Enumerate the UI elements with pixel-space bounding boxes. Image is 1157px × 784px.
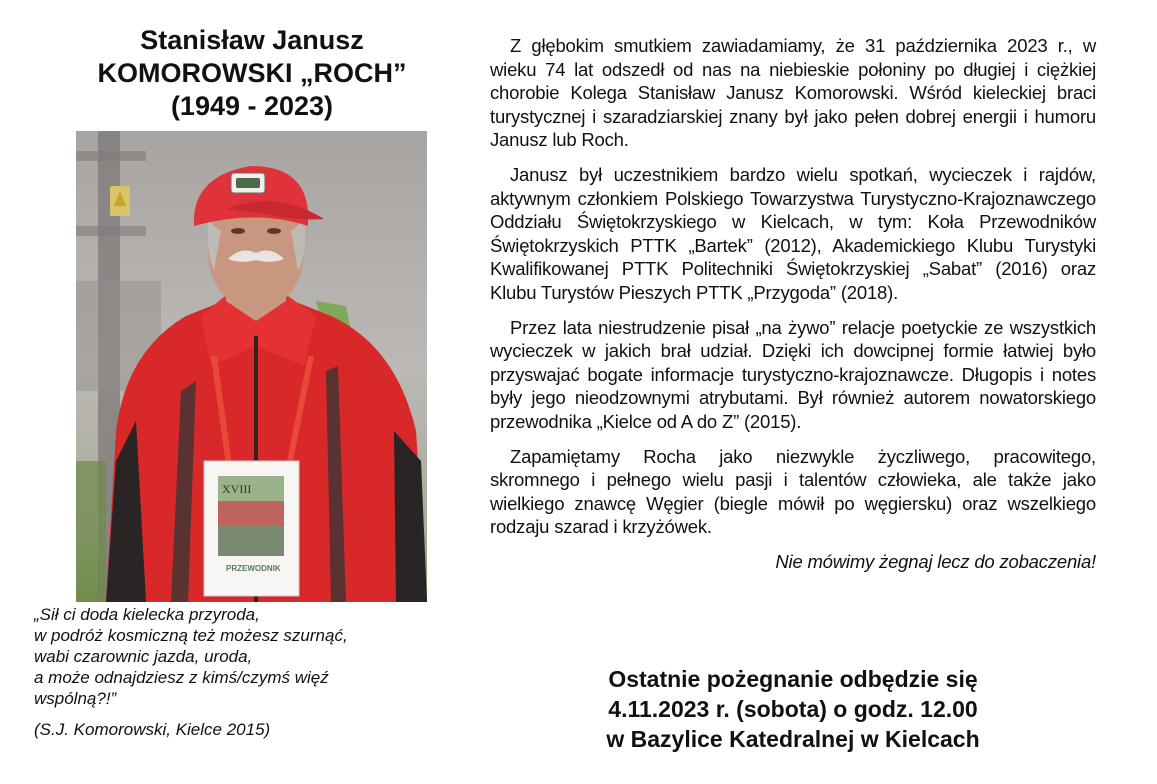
funeral-announcement bbox=[520, 664, 1066, 754]
article-paragraph: Zapamiętamy Rocha jako niezwykle życzliwego, pracowitego, skromnego i pełnego wielu pasji i talentów człowieka, ale także jako wielkiego znawcę Węgier (biegle mówił po węgiersku) oraz wszelkiego rodzaju szarad i krzyżówek. bbox=[490, 445, 1096, 538]
poem-line: wspólną?!” bbox=[34, 689, 117, 708]
poem-line: „Sił ci doda kielecka przyroda, bbox=[34, 605, 260, 624]
article-paragraph: Janusz był uczestnikiem bardzo wielu spotkań, wycieczek i rajdów, aktywnym członkiem Polskiego Towarzystwa Turystyczno-Krajoznawczego Oddziału Świętokrzyskiego w Kielcach, w tym: Koła Przewodników Świętokrzyskich PTTK „Bartek” (2012), Akademickiego Klubu Turystyki Kwalifikowanej PTTK Politechniki Świętokrzyskiej „Sabat” (2016) oraz Klubu Turystów Pieszych PTTK „Przygoda” (2018). bbox=[490, 163, 1096, 303]
svg-text:PRZEWODNIK: PRZEWODNIK bbox=[226, 564, 281, 573]
poem-line: w podróż kosmiczną też możesz szurnąć, bbox=[34, 626, 348, 645]
life-years: (1949 - 2023) bbox=[170, 91, 334, 121]
svg-text:XVIII: XVIII bbox=[222, 482, 252, 496]
poem-signature: (S.J. Komorowski, Kielce 2015) bbox=[34, 720, 271, 739]
article-paragraph: Przez lata niestrudzenie pisał „na żywo” relacje poetyckie ze wszystkich wycieczek w jakich brał udział. Dzięki ich dowcipnej formie łatwiej było przyswajać bogate informacje turystyczno-krajoznawcze. Długopis i notes były jego nieodzownymi atrybutami. Był również autorem nowatorskiego przewodnika „Kielce od A do Z” (2015). bbox=[490, 316, 1096, 432]
portrait-illustration bbox=[76, 131, 427, 602]
obituary-article bbox=[490, 34, 1096, 573]
closing-farewell: Nie mówimy żegnaj lecz do zobaczenia! bbox=[775, 550, 1096, 572]
poem-quote bbox=[34, 604, 454, 740]
name-line-2: KOMOROWSKI „ROCH” bbox=[97, 58, 407, 88]
name-line-1: Stanisław Janusz bbox=[140, 25, 364, 55]
funeral-location: w Bazylice Katedralnej w Kielcach bbox=[606, 726, 980, 752]
article-paragraph: Z głębokim smutkiem zawiadamiamy, że 31 października 2023 r., w wieku 74 lat odszedł od nas na niebieskie połoniny po długiej i ciężkiej chorobie Kolega Stanisław Janusz Komorowski. Wśród kieleckiej braci turystycznej i szaradziarskiej znany był jako pełen dobrej energii i humoru Janusz lub Roch. bbox=[490, 35, 1096, 151]
portrait-photo bbox=[76, 131, 427, 602]
funeral-date-time: 4.11.2023 r. (sobota) o godz. 12.00 bbox=[608, 696, 978, 722]
obituary-title bbox=[40, 24, 464, 123]
poem-line: a może odnajdziesz z kimś/czymś więź bbox=[34, 668, 329, 687]
funeral-line-1: Ostatnie pożegnanie odbędzie się bbox=[608, 666, 978, 692]
poem-line: wabi czarownic jazda, uroda, bbox=[34, 647, 253, 666]
